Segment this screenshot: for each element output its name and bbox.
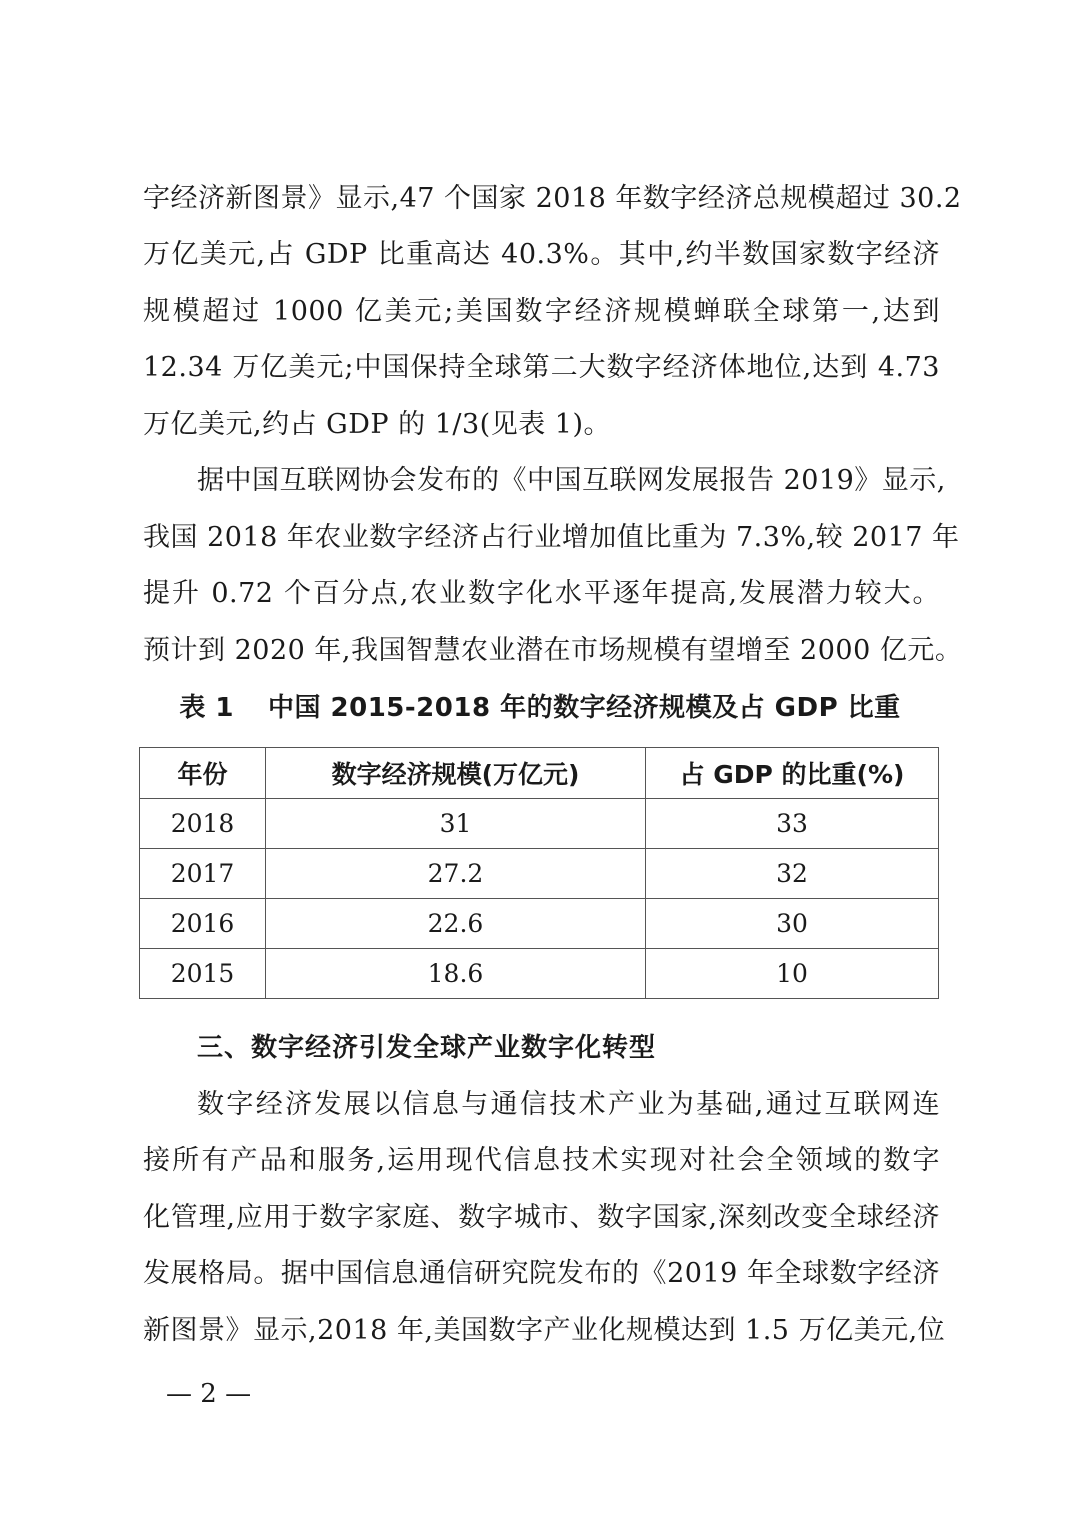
digital-economy-table [139, 747, 939, 999]
body-text-line: 接所有产品和服务,运用现代信息技术实现对社会全领域的数字 [143, 1145, 940, 1176]
cell-scale: 22.6 [266, 899, 646, 949]
cell-gdp-share: 30 [646, 899, 939, 949]
cell-year: 2016 [140, 899, 266, 949]
body-text-line: 新图景》显示,2018 年,美国数字产业化规模达到 1.5 万亿美元,位 [143, 1315, 946, 1346]
cell-scale: 27.2 [266, 849, 646, 899]
body-text-line: 提升 0.72 个百分点,农业数字化水平逐年提高,发展潜力较大。 [143, 578, 940, 609]
body-text-line: 据中国互联网协会发布的《中国互联网发展报告 2019》显示, [197, 465, 946, 496]
body-text-line: 规模超过 1000 亿美元;美国数字经济规模蝉联全球第一,达到 [143, 296, 940, 327]
body-text-line: 12.34 万亿美元;中国保持全球第二大数字经济体地位,达到 4.73 [143, 352, 940, 383]
table-header-row [140, 748, 939, 799]
table-row [140, 849, 939, 899]
table-row [140, 799, 939, 849]
cell-gdp-share: 32 [646, 849, 939, 899]
body-text-line: 字经济新图景》显示,47 个国家 2018 年数字经济总规模超过 30.2 [143, 183, 962, 214]
column-header-scale: 数字经济规模(万亿元) [266, 748, 646, 799]
cell-year: 2015 [140, 949, 266, 999]
cell-year: 2018 [140, 799, 266, 849]
table-caption [0, 688, 1080, 728]
table-row [140, 899, 939, 949]
cell-gdp-share: 10 [646, 949, 939, 999]
table-caption-number: 表 1 [179, 693, 234, 723]
cell-year: 2017 [140, 849, 266, 899]
table-caption-title: 中国 2015-2018 年的数字经济规模及占 GDP 比重 [267, 693, 901, 723]
body-text-line: 我国 2018 年农业数字经济占行业增加值比重为 7.3%,较 2017 年 [143, 522, 960, 553]
cell-gdp-share: 33 [646, 799, 939, 849]
body-text-line: 万亿美元,占 GDP 比重高达 40.3%。其中,约半数国家数字经济 [143, 239, 940, 270]
table-row [140, 949, 939, 999]
section-heading: 三、数字经济引发全球产业数字化转型 [197, 1033, 657, 1063]
body-text-line: 化管理,应用于数字家庭、数字城市、数字国家,深刻改变全球经济 [143, 1202, 940, 1233]
cell-scale: 31 [266, 799, 646, 849]
column-header-year: 年份 [140, 748, 266, 799]
page-number: — 2 — [166, 1379, 252, 1409]
column-header-gdp-share: 占 GDP 的比重(%) [646, 748, 939, 799]
cell-scale: 18.6 [266, 949, 646, 999]
body-text-line: 万亿美元,约占 GDP 的 1/3(见表 1)。 [143, 409, 611, 440]
body-text-line: 预计到 2020 年,我国智慧农业潜在市场规模有望增至 2000 亿元。 [143, 635, 963, 666]
body-text-line: 发展格局。据中国信息通信研究院发布的《2019 年全球数字经济 [143, 1258, 940, 1289]
body-text-line: 数字经济发展以信息与通信技术产业为基础,通过互联网连 [197, 1089, 940, 1120]
